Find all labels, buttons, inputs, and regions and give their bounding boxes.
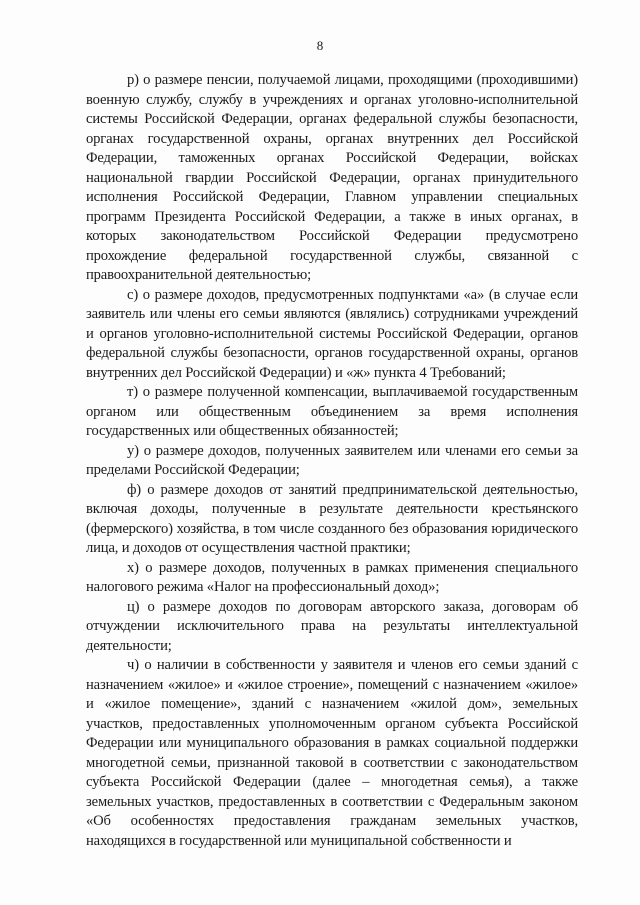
paragraph-u: у) о размере доходов, полученных заявителем или членами его семьи за пределами Российской Федерации; (86, 442, 578, 478)
paragraph-s: с) о размере доходов, предусмотренных подпунктами «а» (в случае если заявитель или члены его семьи являются (являлись) сотрудниками учреждений и органов уголовно-исполнительной системы Российской Федерации, органов федеральной службы безопасности, органов государственной охраны, органов внутренних дел Российской Федерации) и «ж» пункта 4 Требований; (86, 286, 578, 381)
paragraph-f: ф) о размере доходов от занятий предпринимательской деятельностью, включая доходы, полученные в результате деятельности крестьянского (фермерского) хозяйства, в том числе созданного без образования юридического лица, и доходов от осуществления частной практики; (86, 481, 578, 556)
paragraph-ch: ч) о наличии в собственности у заявителя и членов его семьи зданий с назначением «жилое» и «жилое строение», помещений с назначением «жилое» и «жилое помещение», зданий с назначением «жилой дом», земельных участков, предоставленных уполномоченным органом субъекта Российской Федерации или муниципального образования в рамках социальной поддержки многодетной семьи, признанной таковой в соответствии с законодательством субъекта Российской Федерации (далее – многодетная семья), а также земельных участков, предоставленных в соответствии с Федеральным законом «Об особенностях предоставления гражданам земельных участков, находящихся в государственной или муниципальной собственности и (86, 657, 578, 849)
page-number: 8 (316, 38, 324, 53)
paragraph-r: р) о размере пенсии, получаемой лицами, проходящими (проходившими) военную службу, службу в учреждениях и органах уголовно-исполнительной системы Российской Федерации, органах федеральной службы безопасности, органах государственной охраны, органах внутренних дел Российской Федерации, таможенных органах Российской Федерации, войсках национальной гвардии Российской Федерации, органах принудительного исполнения Российской Федерации, Главном управлении специальных программ Президента Российской Федерации, а также в иных органах, в которых законодательством Российской Федерации предусмотрено прохождение федеральной государственной службы, связанной с правоохранительной деятельностью; (86, 72, 578, 283)
paragraph-t: т) о размере полученной компенсации, выплачиваемой государственным органом или общественным объединением за время исполнения государственных или общественных обязанностей; (86, 384, 578, 439)
paragraph-kh: х) о размере доходов, полученных в рамках применения специального налогового режима «Налог на профессиональный доход»; (86, 559, 578, 595)
document-body (86, 71, 578, 851)
paragraph-ts: ц) о размере доходов по договорам авторского заказа, договорам об отчуждении исключительного права на результаты интеллектуальной деятельности; (86, 598, 578, 654)
